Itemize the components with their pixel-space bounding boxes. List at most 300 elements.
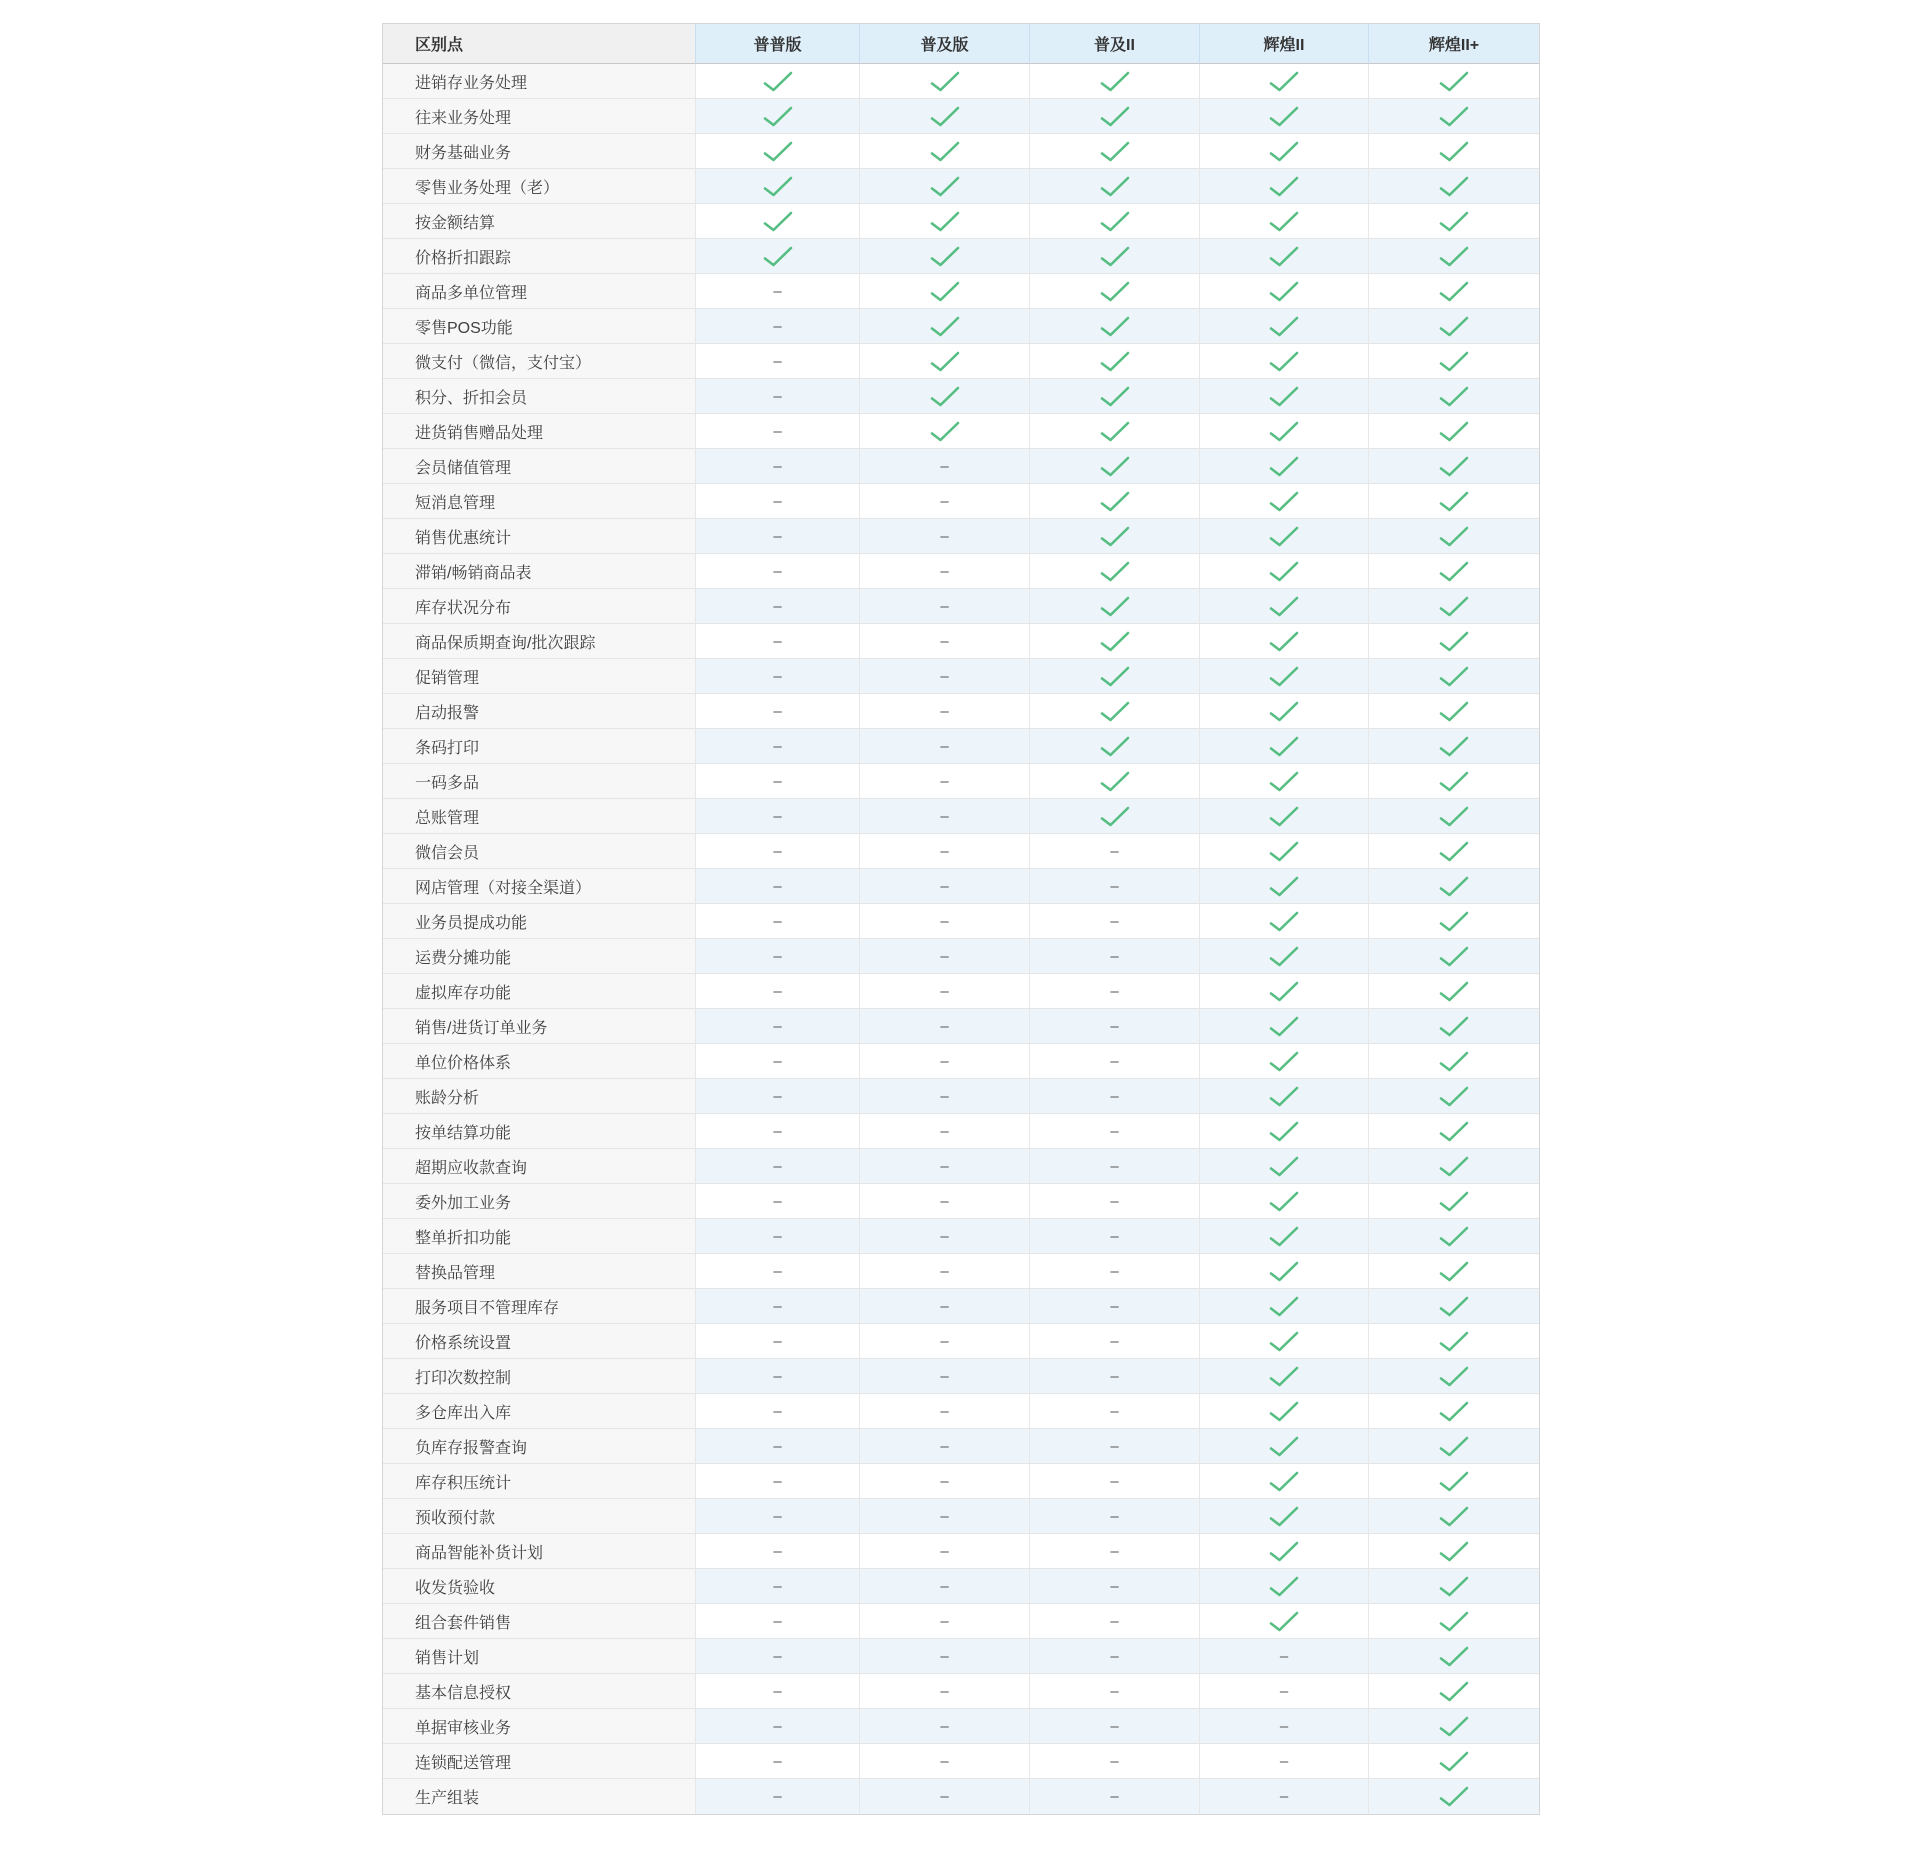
unsupported-cell [695, 799, 859, 834]
feature-label: 商品保质期查询/批次跟踪 [383, 624, 695, 659]
unsupported-cell [695, 1359, 859, 1394]
supported-cell [1368, 99, 1539, 134]
supported-cell [1368, 1324, 1539, 1359]
supported-cell [1029, 484, 1199, 519]
supported-cell [1199, 1184, 1368, 1219]
dash-icon: – [773, 1227, 782, 1245]
check-icon [1439, 1506, 1469, 1527]
dash-icon: – [1110, 1332, 1119, 1350]
supported-cell [859, 239, 1029, 274]
supported-cell [1368, 1289, 1539, 1324]
table-row [383, 1499, 1539, 1534]
supported-cell [859, 64, 1029, 99]
unsupported-cell [859, 1079, 1029, 1114]
check-icon [1439, 141, 1469, 162]
check-icon [1439, 946, 1469, 967]
supported-cell [1199, 659, 1368, 694]
check-icon [1439, 1331, 1469, 1352]
supported-cell [1199, 834, 1368, 869]
check-icon [763, 106, 793, 127]
supported-cell [1368, 309, 1539, 344]
dash-icon: – [773, 1542, 782, 1560]
feature-label: 库存状况分布 [383, 589, 695, 624]
feature-label: 替换品管理 [383, 1254, 695, 1289]
check-icon [1439, 666, 1469, 687]
dash-icon: – [773, 1157, 782, 1175]
feature-label: 促销管理 [383, 659, 695, 694]
check-icon [1439, 1786, 1469, 1807]
unsupported-cell [1029, 1149, 1199, 1184]
supported-cell [1368, 1534, 1539, 1569]
check-icon [1100, 771, 1130, 792]
supported-cell [1029, 169, 1199, 204]
supported-cell [1368, 729, 1539, 764]
dash-icon: – [773, 562, 782, 580]
check-icon [1269, 876, 1299, 897]
supported-cell [1368, 1219, 1539, 1254]
feature-label: 库存积压统计 [383, 1464, 695, 1499]
check-icon [930, 71, 960, 92]
dash-icon: – [940, 1752, 949, 1770]
unsupported-cell [695, 659, 859, 694]
table-row [383, 1289, 1539, 1324]
unsupported-cell [695, 1009, 859, 1044]
supported-cell [1368, 1149, 1539, 1184]
table-row [383, 764, 1539, 799]
unsupported-cell [695, 519, 859, 554]
unsupported-cell [859, 1779, 1029, 1814]
supported-cell [859, 344, 1029, 379]
supported-cell [695, 204, 859, 239]
check-icon [1269, 981, 1299, 1002]
table-row [383, 1639, 1539, 1674]
unsupported-cell [1029, 1079, 1199, 1114]
supported-cell [1368, 554, 1539, 589]
dash-icon: – [773, 1332, 782, 1350]
feature-label: 连锁配送管理 [383, 1744, 695, 1779]
check-icon [1439, 806, 1469, 827]
feature-label: 销售计划 [383, 1639, 695, 1674]
unsupported-cell [859, 1499, 1029, 1534]
check-icon [1100, 491, 1130, 512]
unsupported-cell [695, 1464, 859, 1499]
supported-cell [1029, 449, 1199, 484]
dash-icon: – [940, 1297, 949, 1315]
supported-cell [1029, 344, 1199, 379]
supported-cell [1199, 1464, 1368, 1499]
supported-cell [1368, 274, 1539, 309]
table-header-row [383, 24, 1539, 64]
feature-label: 会员储值管理 [383, 449, 695, 484]
unsupported-cell [695, 939, 859, 974]
unsupported-cell [1029, 1709, 1199, 1744]
check-icon [1439, 1366, 1469, 1387]
dash-icon: – [773, 457, 782, 475]
check-icon [1100, 351, 1130, 372]
check-icon [1100, 631, 1130, 652]
check-icon [1269, 701, 1299, 722]
feature-label: 总账管理 [383, 799, 695, 834]
dash-icon: – [773, 352, 782, 370]
dash-icon: – [773, 1437, 782, 1455]
supported-cell [1199, 1149, 1368, 1184]
check-icon [1439, 911, 1469, 932]
unsupported-cell [859, 1604, 1029, 1639]
dash-icon: – [940, 982, 949, 1000]
unsupported-cell [695, 1744, 859, 1779]
feature-label: 服务项目不管理库存 [383, 1289, 695, 1324]
unsupported-cell [1029, 1324, 1199, 1359]
unsupported-cell [695, 309, 859, 344]
check-icon [1269, 946, 1299, 967]
table-row [383, 414, 1539, 449]
feature-label: 整单折扣功能 [383, 1219, 695, 1254]
feature-label: 打印次数控制 [383, 1359, 695, 1394]
supported-cell [859, 169, 1029, 204]
dash-icon: – [773, 737, 782, 755]
feature-label: 账龄分析 [383, 1079, 695, 1114]
dash-icon: – [1110, 1017, 1119, 1035]
supported-cell [1368, 694, 1539, 729]
feature-label: 单据审核业务 [383, 1709, 695, 1744]
supported-cell [1029, 764, 1199, 799]
check-icon [1100, 246, 1130, 267]
unsupported-cell [695, 449, 859, 484]
check-icon [930, 281, 960, 302]
supported-cell [859, 99, 1029, 134]
supported-cell [859, 309, 1029, 344]
feature-label: 网店管理（对接全渠道） [383, 869, 695, 904]
unsupported-cell [695, 1044, 859, 1079]
feature-label: 商品多单位管理 [383, 274, 695, 309]
unsupported-cell [695, 1184, 859, 1219]
unsupported-cell [695, 554, 859, 589]
check-icon [1439, 106, 1469, 127]
dash-icon: – [940, 1017, 949, 1035]
check-icon [1100, 421, 1130, 442]
check-icon [1269, 1541, 1299, 1562]
dash-icon: – [940, 947, 949, 965]
dash-icon: – [940, 1192, 949, 1210]
unsupported-cell [1199, 1744, 1368, 1779]
supported-cell [1368, 1009, 1539, 1044]
supported-cell [1368, 1639, 1539, 1674]
dash-icon: – [940, 1227, 949, 1245]
unsupported-cell [859, 1744, 1029, 1779]
supported-cell [1199, 64, 1368, 99]
dash-icon: – [1110, 1052, 1119, 1070]
table-row [383, 1079, 1539, 1114]
dash-icon: – [773, 702, 782, 720]
dash-icon: – [1110, 1647, 1119, 1665]
supported-cell [1199, 799, 1368, 834]
supported-cell [859, 414, 1029, 449]
supported-cell [1368, 1604, 1539, 1639]
table-row [383, 1569, 1539, 1604]
check-icon [1439, 1191, 1469, 1212]
supported-cell [1199, 414, 1368, 449]
dash-icon: – [1110, 1542, 1119, 1560]
feature-label: 积分、折扣会员 [383, 379, 695, 414]
dash-icon: – [940, 1577, 949, 1595]
supported-cell [1199, 1569, 1368, 1604]
supported-cell [1029, 554, 1199, 589]
dash-icon: – [773, 1052, 782, 1070]
check-icon [930, 211, 960, 232]
feature-label: 微信会员 [383, 834, 695, 869]
unsupported-cell [695, 869, 859, 904]
supported-cell [1199, 449, 1368, 484]
dash-icon: – [1279, 1647, 1289, 1665]
feature-label: 单位价格体系 [383, 1044, 695, 1079]
supported-cell [1029, 134, 1199, 169]
unsupported-cell [1029, 1569, 1199, 1604]
check-icon [1269, 1436, 1299, 1457]
check-icon [1269, 1051, 1299, 1072]
supported-cell [1368, 64, 1539, 99]
check-icon [763, 246, 793, 267]
dash-icon: – [1279, 1788, 1289, 1805]
check-icon [1100, 141, 1130, 162]
unsupported-cell [1029, 1464, 1199, 1499]
feature-label: 生产组装 [383, 1779, 695, 1814]
check-icon [1439, 701, 1469, 722]
dash-icon: – [1279, 1682, 1289, 1700]
table-row [383, 1394, 1539, 1429]
dash-icon: – [773, 1402, 782, 1420]
table-row [383, 1464, 1539, 1499]
check-icon [1269, 1086, 1299, 1107]
check-icon [1439, 386, 1469, 407]
unsupported-cell [859, 764, 1029, 799]
unsupported-cell [1029, 1289, 1199, 1324]
dash-icon: – [1110, 1612, 1119, 1630]
unsupported-cell [859, 1219, 1029, 1254]
dash-icon: – [940, 1087, 949, 1105]
check-icon [930, 246, 960, 267]
check-icon [930, 106, 960, 127]
dash-icon: – [773, 597, 782, 615]
dash-icon: – [1110, 1087, 1119, 1105]
supported-cell [1368, 869, 1539, 904]
supported-cell [1199, 1499, 1368, 1534]
check-icon [1269, 281, 1299, 302]
supported-cell [1199, 869, 1368, 904]
check-icon [1439, 1751, 1469, 1772]
unsupported-cell [1029, 1394, 1199, 1429]
check-icon [930, 351, 960, 372]
table-row [383, 169, 1539, 204]
supported-cell [1199, 1394, 1368, 1429]
supported-cell [1199, 974, 1368, 1009]
unsupported-cell [1029, 1254, 1199, 1289]
check-icon [1439, 176, 1469, 197]
table-row [383, 1184, 1539, 1219]
supported-cell [1199, 309, 1368, 344]
dash-icon: – [773, 1122, 782, 1140]
dash-icon: – [940, 1262, 949, 1280]
dash-icon: – [773, 1367, 782, 1385]
table-row [383, 869, 1539, 904]
check-icon [1269, 71, 1299, 92]
supported-cell [1199, 1324, 1368, 1359]
supported-cell [1199, 589, 1368, 624]
supported-cell [1368, 764, 1539, 799]
dash-icon: – [773, 282, 782, 300]
supported-cell [1368, 1394, 1539, 1429]
unsupported-cell [859, 1674, 1029, 1709]
supported-cell [1199, 99, 1368, 134]
dash-icon: – [773, 1262, 782, 1280]
supported-cell [1029, 204, 1199, 239]
check-icon [1269, 1156, 1299, 1177]
table-row [383, 99, 1539, 134]
table-row [383, 204, 1539, 239]
check-icon [1439, 1541, 1469, 1562]
supported-cell [1199, 344, 1368, 379]
check-icon [1439, 1576, 1469, 1597]
table-row [383, 799, 1539, 834]
unsupported-cell [859, 834, 1029, 869]
dash-icon: – [940, 457, 949, 475]
supported-cell [1368, 1464, 1539, 1499]
supported-cell [695, 169, 859, 204]
supported-cell [1029, 99, 1199, 134]
supported-cell [859, 204, 1029, 239]
dash-icon: – [773, 492, 782, 510]
dash-icon: – [940, 667, 949, 685]
supported-cell [1368, 1744, 1539, 1779]
unsupported-cell [1029, 1534, 1199, 1569]
dash-icon: – [1110, 1122, 1119, 1140]
feature-label: 进销存业务处理 [383, 64, 695, 99]
unsupported-cell [695, 379, 859, 414]
dash-icon: – [940, 1122, 949, 1140]
dash-icon: – [940, 562, 949, 580]
dash-icon: – [773, 422, 782, 440]
unsupported-cell [695, 1604, 859, 1639]
supported-cell [1029, 589, 1199, 624]
dash-icon: – [1110, 912, 1119, 930]
supported-cell [1199, 484, 1368, 519]
dash-icon: – [1110, 1682, 1119, 1700]
check-icon [1439, 526, 1469, 547]
unsupported-cell [1029, 1429, 1199, 1464]
table-row [383, 239, 1539, 274]
unsupported-cell [1029, 974, 1199, 1009]
dash-icon: – [940, 702, 949, 720]
check-icon [1100, 666, 1130, 687]
check-icon [1439, 421, 1469, 442]
table-row [383, 589, 1539, 624]
check-icon [1439, 771, 1469, 792]
check-icon [1439, 1716, 1469, 1737]
check-icon [1269, 666, 1299, 687]
unsupported-cell [859, 1534, 1029, 1569]
unsupported-cell [695, 729, 859, 764]
table-row [383, 1254, 1539, 1289]
dash-icon: – [773, 1612, 782, 1630]
unsupported-cell [859, 1639, 1029, 1674]
check-icon [1439, 246, 1469, 267]
unsupported-cell [695, 1534, 859, 1569]
unsupported-cell [695, 1254, 859, 1289]
unsupported-cell [1029, 1639, 1199, 1674]
feature-label: 条码打印 [383, 729, 695, 764]
dash-icon: – [940, 1402, 949, 1420]
supported-cell [1368, 589, 1539, 624]
dash-icon: – [940, 1647, 949, 1665]
supported-cell [1199, 1079, 1368, 1114]
supported-cell [1199, 1604, 1368, 1639]
check-icon [930, 141, 960, 162]
supported-cell [1368, 519, 1539, 554]
supported-cell [1199, 1009, 1368, 1044]
check-icon [1439, 351, 1469, 372]
supported-cell [1029, 799, 1199, 834]
check-icon [1269, 736, 1299, 757]
supported-cell [1368, 484, 1539, 519]
unsupported-cell [1029, 869, 1199, 904]
check-icon [1269, 141, 1299, 162]
feature-label: 进货销售赠品处理 [383, 414, 695, 449]
dash-icon: – [940, 1788, 949, 1805]
feature-label: 零售业务处理（老） [383, 169, 695, 204]
unsupported-cell [859, 729, 1029, 764]
unsupported-cell [695, 1219, 859, 1254]
supported-cell [1368, 624, 1539, 659]
feature-label: 价格折扣跟踪 [383, 239, 695, 274]
dash-icon: – [1110, 1297, 1119, 1315]
supported-cell [695, 239, 859, 274]
dash-icon: – [1110, 842, 1119, 860]
unsupported-cell [1029, 1744, 1199, 1779]
check-icon [1439, 561, 1469, 582]
supported-cell [1029, 624, 1199, 659]
check-icon [1269, 1506, 1299, 1527]
check-icon [1439, 1086, 1469, 1107]
unsupported-cell [859, 484, 1029, 519]
check-icon [1269, 351, 1299, 372]
table-row [383, 554, 1539, 589]
unsupported-cell [695, 1709, 859, 1744]
check-icon [1100, 736, 1130, 757]
table-row [383, 1534, 1539, 1569]
dash-icon: – [773, 527, 782, 545]
supported-cell [1199, 624, 1368, 659]
supported-cell [1368, 799, 1539, 834]
table-row [383, 309, 1539, 344]
unsupported-cell [859, 1359, 1029, 1394]
supported-cell [1199, 939, 1368, 974]
check-icon [1100, 211, 1130, 232]
supported-cell [1368, 904, 1539, 939]
column-header-version-4: 辉煌II [1199, 24, 1368, 64]
check-icon [1269, 841, 1299, 862]
check-icon [1439, 71, 1469, 92]
dash-icon: – [940, 1507, 949, 1525]
unsupported-cell [695, 484, 859, 519]
unsupported-cell [859, 1114, 1029, 1149]
unsupported-cell [859, 519, 1029, 554]
dash-icon: – [1110, 1788, 1119, 1805]
check-icon [1269, 106, 1299, 127]
table-row [383, 1044, 1539, 1079]
table-row [383, 64, 1539, 99]
check-icon [1100, 106, 1130, 127]
check-icon [1439, 1261, 1469, 1282]
supported-cell [1368, 379, 1539, 414]
